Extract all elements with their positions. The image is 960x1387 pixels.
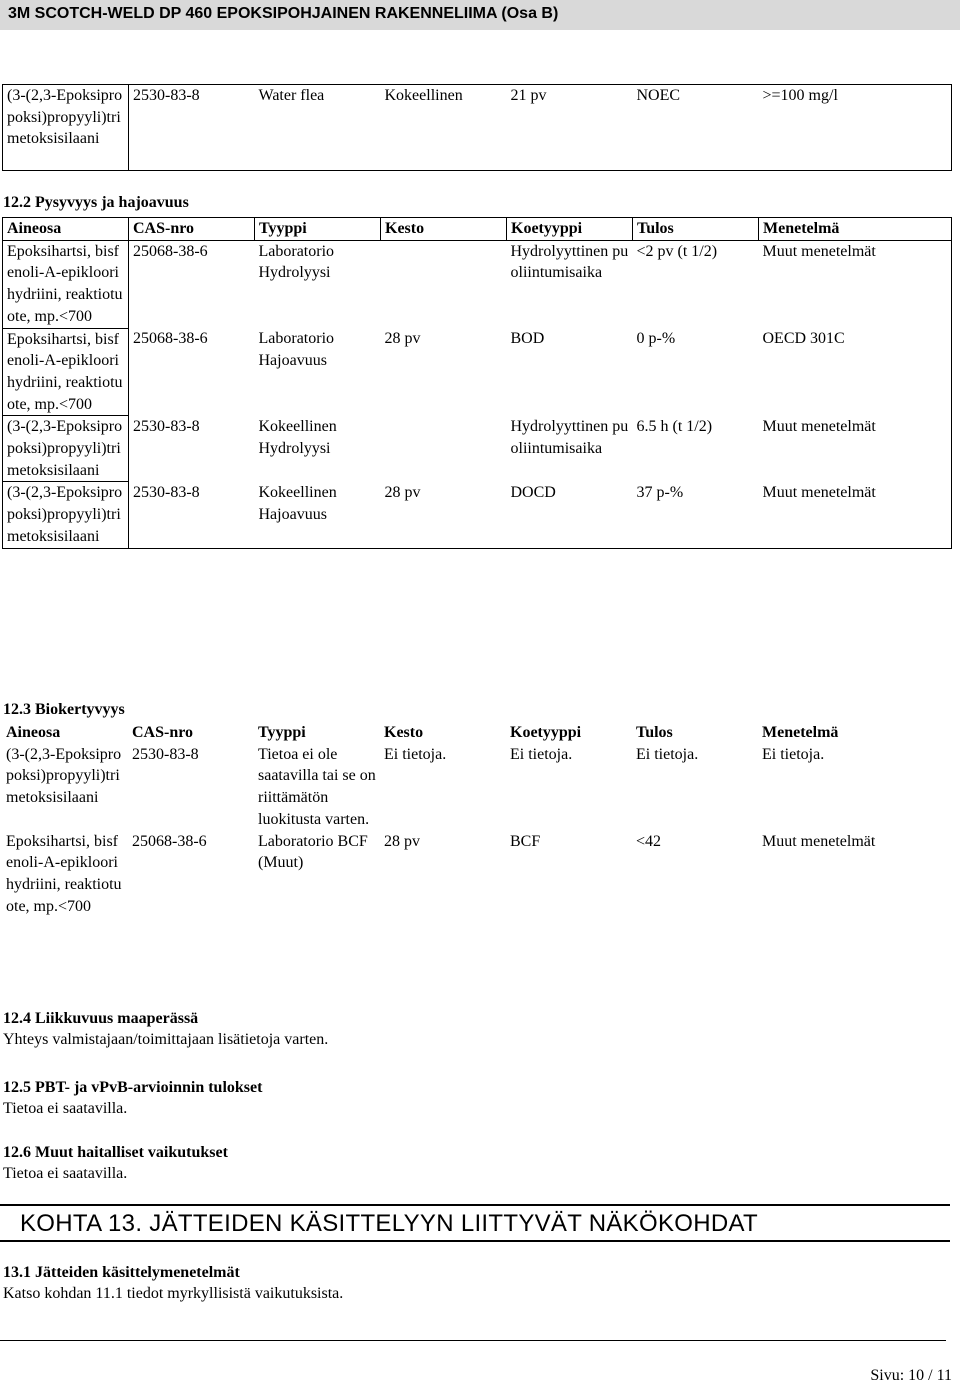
- result-cell: 6.5 h (t 1/2): [636, 417, 713, 435]
- type-cell: Kokeellinen: [384, 87, 463, 104]
- method-cell: Muut menetelmät: [762, 417, 876, 435]
- substance-cell: (3-(2,3-Epoksipropoksi)propyyli)trimetoksisilaani: [3, 416, 129, 482]
- page-number: Sivu: 10 / 11: [870, 1367, 952, 1384]
- section-12-3-title: 12.3 Biokertyvyys: [3, 701, 125, 718]
- cas-cell: 2530-83-8: [133, 87, 200, 104]
- table-header-row: [3, 218, 952, 241]
- duration-cell: [381, 416, 507, 482]
- type-cell: Laboratorio Hajoavuus: [258, 330, 335, 369]
- column-header: Tulos: [633, 218, 759, 241]
- table-row: [3, 328, 952, 416]
- test-cell: Ei tietoja.: [510, 745, 573, 763]
- substance-cell: Epoksihartsi, bisfenoli-A-epikloorihydriini, reaktiotuote, mp.<700: [3, 328, 129, 416]
- substance-cell: (3-(2,3-Epoksipropoksi)propyyli)trimetoksisilaani: [3, 85, 129, 171]
- substance-cell: (3-(2,3-Epoksipropoksi)propyyli)trimetoksisilaani: [3, 482, 129, 548]
- result-cell: 37 p-%: [636, 483, 684, 501]
- method-cell: Ei tietoja.: [762, 745, 825, 763]
- table-row: [3, 240, 952, 328]
- section-13-heading: [0, 1204, 950, 1242]
- table-row: [3, 85, 952, 171]
- table-row: [3, 482, 952, 548]
- section-12-5-text: Tietoa ei saatavilla.: [3, 1100, 128, 1117]
- method-cell: OECD 301C: [762, 330, 845, 348]
- section-13-1-title: 13.1 Jätteiden käsittelymenetelmät: [3, 1264, 240, 1281]
- table-row: [2, 831, 952, 918]
- type-cell: Laboratorio Hydrolyysi: [258, 242, 335, 282]
- substance-cell: Epoksihartsi, bisfenoli-A-epikloorihydriini, reaktiotuote, mp.<700: [3, 240, 129, 328]
- organism-cell: Water flea: [258, 87, 325, 104]
- column-header: CAS-nro: [129, 218, 255, 241]
- cas-cell: 25068-38-6: [133, 242, 208, 260]
- document-title: 3M SCOTCH-WELD DP 460 EPOKSIPOHJAINEN RAKENNELIIMA (Osa B): [8, 5, 559, 22]
- result-cell: Ei tietoja.: [636, 745, 699, 763]
- column-header: Koetyyppi: [510, 724, 582, 741]
- result-cell: 0 p-%: [636, 330, 676, 348]
- column-header: Aineosa: [6, 724, 61, 741]
- column-header: Tyyppi: [258, 724, 306, 741]
- column-header: Tyyppi: [255, 218, 381, 241]
- test-cell: BOD: [510, 330, 545, 348]
- method-cell: Muut menetelmät: [762, 483, 876, 501]
- type-cell: Kokeellinen Hajoavuus: [258, 483, 337, 523]
- column-header: Tulos: [636, 724, 673, 741]
- test-cell: Hydrolyyttinen puoliintumisaika: [510, 242, 629, 282]
- type-cell: Tietoa ei ole saatavilla tai se on riittämätön luokitusta varten.: [258, 745, 376, 828]
- duration-cell: [381, 240, 507, 328]
- method-cell: Muut menetelmät: [762, 242, 876, 260]
- method-cell: Muut menetelmät: [762, 832, 876, 850]
- cas-cell: 2530-83-8: [132, 745, 199, 763]
- section-12-6-title: 12.6 Muut haitalliset vaikutukset: [3, 1144, 228, 1161]
- duration-cell: Ei tietoja.: [384, 745, 447, 763]
- section-12-5-title: 12.5 PBT- ja vPvB-arvioinnin tulokset: [3, 1079, 263, 1096]
- persistence-table: [2, 217, 952, 549]
- cas-cell: 25068-38-6: [132, 832, 207, 850]
- endpoint-cell: NOEC: [636, 87, 681, 104]
- footer-divider: [0, 1340, 946, 1341]
- duration-cell: 28 pv: [384, 832, 420, 850]
- result-cell: <2 pv (t 1/2): [636, 242, 718, 260]
- ecotoxicity-table: [2, 84, 952, 171]
- test-cell: Hydrolyyttinen puoliintumisaika: [510, 417, 629, 457]
- result-cell: <42: [636, 832, 662, 850]
- column-header: Kesto: [381, 218, 507, 241]
- table-row: [2, 744, 952, 831]
- section-13-title: KOHTA 13. JÄTTEIDEN KÄSITTELYYN LIITTYVÄT NÄKÖKOHDAT: [20, 1210, 758, 1237]
- section-13-1-text: Katso kohdan 11.1 tiedot myrkyllisistä vaikutuksista.: [3, 1285, 344, 1302]
- column-header: Kesto: [384, 724, 424, 741]
- section-12-6-text: Tietoa ei saatavilla.: [3, 1165, 128, 1182]
- cas-cell: 2530-83-8: [133, 417, 200, 435]
- section-12-2-title: 12.2 Pysyvyys ja hajoavuus: [3, 194, 189, 211]
- document-header: [0, 0, 960, 30]
- column-header: Koetyyppi: [507, 218, 633, 241]
- section-12-4-text: Yhteys valmistajaan/toimittajaan lisätietoja varten.: [3, 1031, 329, 1048]
- cas-cell: 25068-38-6: [133, 330, 208, 348]
- substance-cell: (3-(2,3-Epoksipropoksi)propyyli)trimetoksisilaani: [6, 745, 122, 807]
- duration-cell: 21 pv: [510, 87, 547, 104]
- type-cell: Kokeellinen Hydrolyysi: [258, 417, 337, 457]
- bioaccumulation-table: [2, 722, 952, 917]
- column-header: Aineosa: [3, 218, 129, 241]
- test-cell: BCF: [510, 832, 541, 850]
- column-header: Menetelmä: [759, 218, 952, 241]
- test-cell: DOCD: [510, 483, 556, 501]
- duration-cell: 28 pv: [384, 330, 421, 348]
- substance-cell: Epoksihartsi, bisfenoli-A-epikloorihydriini, reaktiotuote, mp.<700: [6, 832, 122, 915]
- cas-cell: 2530-83-8: [133, 483, 200, 501]
- type-cell: Laboratorio BCF (Muut): [258, 832, 368, 872]
- column-header: CAS-nro: [132, 724, 194, 741]
- section-12-4-title: 12.4 Liikkuvuus maaperässä: [3, 1010, 199, 1027]
- table-row: [3, 416, 952, 482]
- table-header-row: [2, 722, 952, 744]
- column-header: Menetelmä: [762, 724, 839, 741]
- duration-cell: 28 pv: [384, 483, 421, 501]
- value-cell: >=100 mg/l: [762, 87, 838, 104]
